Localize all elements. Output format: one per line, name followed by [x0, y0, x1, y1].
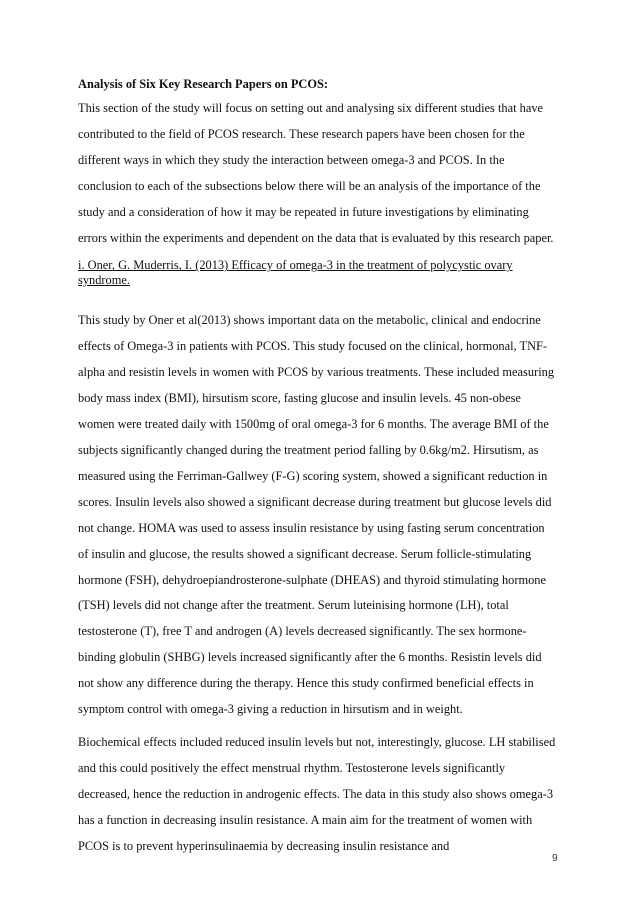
page-number: 9	[552, 853, 558, 864]
body-paragraph-1: This study by Oner et al(2013) shows important data on the metabolic, clinical and endocrine effects of Omega-3 in patients with PCOS. This study focused on the clinical, hormonal, TNF-alpha and resistin levels in women with PCOS by various treatments. These included measuring body mass index (BMI), hirsutism score, fasting glucose and insulin levels. 45 non-obese women were treated daily with 1500mg of oral omega-3 for 6 months. The average BMI of the subjects significantly changed during the treatment period falling by 0.6kg/m2. Hirsutism, as measured using the Ferriman-Gallwey (F-G) scoring system, showed a significant reduction in scores. Insulin levels also showed a significant decrease during treatment but glucose levels did not change. HOMA was used to assess insulin resistance by using fasting serum concentration of insulin and glucose, the results showed a significant decrease. Serum follicle-stimulating hormone (FSH), dehydroepiandrosterone-sulphate (DHEAS) and thyroid stimulating hormone (TSH) levels did not change after the treatment. Serum luteinising hormone (LH), total testosterone (T), free T and androgen (A) levels decreased significantly. The sex hormone-binding globulin (SHBG) levels increased significantly after the 6 months. Resistin levels did not show any difference during the therapy. Hence this study confirmed beneficial effects in symptom control with omega-3 giving a reduction in hirsutism and in weight.	[78, 313, 555, 717]
document-page	[78, 76, 556, 859]
section-heading: Analysis of Six Key Research Papers on PCOS:	[78, 77, 328, 91]
body-paragraph-2: Biochemical effects included reduced insulin levels but not, interestingly, glucose. LH stabilised and this could positively the effect menstrual rhythm. Testosterone levels significantly decreased, hence the reduction in androgenic effects. The data in this study also shows omega-3 has a function in decreasing insulin resistance. A main aim for the treatment of women with PCOS is to prevent hyperinsulinaemia by decreasing insulin resistance and	[78, 734, 556, 853]
intro-paragraph: This section of the study will focus on setting out and analysing six different studies that have contributed to the field of PCOS research. These research papers have been chosen for the different ways in which they study the interaction between omega-3 and PCOS. In the conclusion to each of the subsections below there will be an analysis of the importance of the study and a consideration of how it may be repeated in future investigations by eliminating errors within the experiments and dependent on the data that is evaluated by this research paper.	[78, 101, 554, 245]
paper-citation-subheading: i. Oner, G. Muderris, I. (2013) Efficacy of omega-3 in the treatment of polycystic ovary syndrome.	[78, 258, 513, 287]
